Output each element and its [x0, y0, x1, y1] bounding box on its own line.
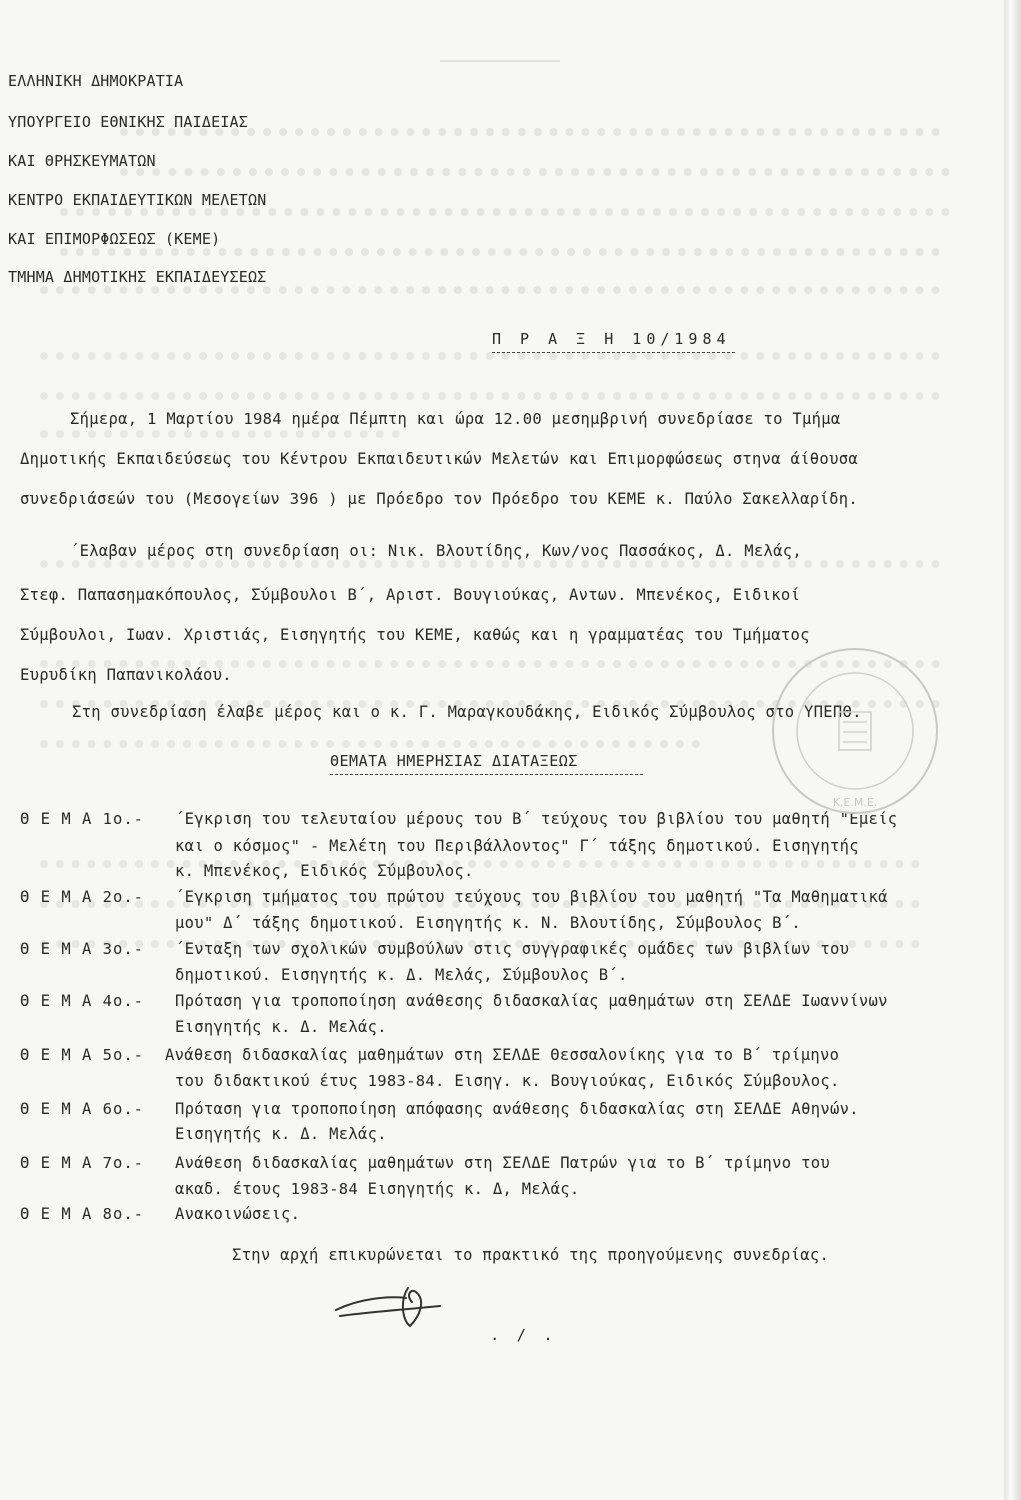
agenda-item-7-line-1: Ανάθεση διδασκαλίας μαθημάτων στη ΣΕΛΔΕ Πατρών για το Β΄ τρίμηνο του: [175, 1154, 830, 1172]
agenda-item-4-line-1: Πρόταση για τροποποίηση ανάθεσης διδασκαλίας μαθημάτων στη ΣΕΛΔΕ Ιωαννίνων: [175, 992, 888, 1010]
agenda-item-3-line-2: δημοτικού. Εισηγητής κ. Δ. Μελάς, Σύμβουλος Β΄.: [175, 966, 628, 984]
header-centre-cont: ΚΑΙ ΕΠΙΜΟΡΦΩΣΕΩΣ (ΚΕΜΕ): [8, 230, 221, 248]
agenda-item-2-line-1: ΄Εγκριση τμήματος του πρώτου τεύχους του βιβλίου του μαθητή "Τα Μαθηματικά: [175, 888, 888, 906]
agenda-heading: ΘΕΜΑΤΑ ΗΜΕΡΗΣΙΑΣ ΔΙΑΤΑΞΕΩΣ: [330, 752, 578, 770]
agenda-item-5-line-2: του διδακτικού έτυς 1983-84. Εισηγ. κ. Βουγιούκας, Ειδικός Σύμβουλος.: [175, 1072, 840, 1090]
continuation-mark: . / .: [490, 1326, 557, 1344]
also-present: Στη συνεδρίαση έλαβε μέρος και ο κ. Γ. Μαραγκουδάκης, Ειδικός Σύμβουλος στο ΥΠΕΠΘ.: [72, 703, 862, 721]
binder-edge: [1004, 0, 1021, 1500]
intro-line-1: Σήμερα, 1 Μαρτίου 1984 ημέρα Πέμπτη και ώρα 12.00 μεσημβρινή συνεδρίασε το Τμήμα: [70, 410, 841, 428]
participants-line-4: Ευρυδίκη Παπανικολάου.: [20, 666, 232, 684]
intro-line-2: Δημοτικής Εκπαιδεύσεως του Κέντρου Εκπαιδευτικών Μελετών και Επιμορφώσεως στηνα άίθουσα: [20, 450, 858, 468]
agenda-item-8-line-1: Ανακοινώσεις.: [175, 1205, 301, 1223]
agenda-item-6-line-2: Εισηγητής κ. Δ. Μελάς.: [175, 1125, 387, 1143]
header-country: ΕΛΛΗΝΙΚΗ ΔΗΜΟΚΡΑΤΙΑ: [8, 72, 184, 90]
participants-line-1: ΄Ελαβαν μέρος στη συνεδρίαση οι: Νικ. Βλουτίδης, Κων/νος Πασσάκος, Δ. Μελάς,: [70, 542, 803, 560]
agenda-item-3-line-1: ΄Ενταξη των σχολικών συμβούλων στις συγγραφικές ομάδες των βιβλίων του: [175, 940, 850, 958]
agenda-item-1-line-2: και ο κόσμος" - Μελέτη του Περιβάλλοντος" Γ΄ τάξης δημοτικού. Εισηγητής: [175, 837, 859, 855]
header-ministry: ΥΠΟΥΡΓΕΙΟ ΕΘΝΙΚΗΣ ΠΑΙΔΕΙΑΣ: [8, 113, 248, 131]
header-centre: ΚΕΝΤΡΟ ΕΚΠΑΙΔΕΥΤΙΚΩΝ ΜΕΛΕΤΩΝ: [8, 191, 267, 209]
closing-statement: Στην αρχή επικυρώνεται το πρακτικό της προηγούμενης συνεδρίας.: [232, 1246, 830, 1264]
official-stamp-icon: [755, 636, 955, 826]
agenda-item-2-line-2: μου" Δ΄ τάξης δημοτικού. Εισηγητής κ. Ν. Βλουτίδης, Σύμβουλος Β΄.: [175, 914, 802, 932]
agenda-item-1-line-1: ΄Εγκριση του τελευταίου μέρους του Β΄ τεύχους του βιβλίου του μαθητή "Εμείς: [175, 810, 898, 828]
document-title: Π Ρ Α Ξ Η 10/1984: [492, 330, 731, 348]
agenda-item-8-label: Θ Ε Μ Α 8ο.-: [20, 1205, 144, 1223]
agenda-item-4-line-2: Εισηγητής κ. Δ. Μελάς.: [175, 1018, 387, 1036]
participants-line-3: Σύμβουλοι, Ιωαν. Χριστιάς, Εισηγητής του ΚΕΜΕ, καθώς και η γραμματέας του Τμήματος: [20, 626, 810, 644]
agenda-item-3-label: Θ Ε Μ Α 3ο.-: [20, 940, 144, 958]
agenda-item-7-line-2: ακαδ. έτους 1983-84 Εισηγητής κ. Δ, Μελάς.: [175, 1180, 580, 1198]
agenda-item-5-line-1: Ανάθεση διδασκαλίας μαθημάτων στη ΣΕΛΔΕ Θεσσαλονίκης για το Β΄ τρίμηνο: [165, 1046, 840, 1064]
stamp-lettering: K.E.M.E.: [832, 796, 878, 809]
intro-line-3: συνεδριάσεών του (Μεσογείων 396 ) με Πρόεδρο τον Πρόεδρο του ΚΕΜΕ κ. Παύλο Σακελλαρίδη.: [20, 490, 858, 508]
participants-line-2: Στεφ. Παπασημακόπουλος, Σύμβουλοι Β΄, Αριστ. Βουγιούκας, Αντων. Μπενέκος, Ειδικοί: [20, 586, 801, 604]
agenda-item-7-label: Θ Ε Μ Α 7ο.-: [20, 1154, 144, 1172]
agenda-item-4-label: Θ Ε Μ Α 4ο.-: [20, 992, 144, 1010]
agenda-item-6-line-1: Πρόταση για τροποποίηση απόφασης ανάθεσης διδασκαλίας στη ΣΕΛΔΕ Αθηνών.: [175, 1100, 859, 1118]
header-department: ΤΜΗΜΑ ΔΗΜΟΤΙΚΗΣ ΕΚΠΑΙΔΕΥΣΕΩΣ: [8, 268, 267, 286]
header-ministry-cont: ΚΑΙ ΘΡΗΣΚΕΥΜΑΤΩΝ: [8, 152, 156, 170]
agenda-item-2-label: Θ Ε Μ Α 2ο.-: [20, 888, 144, 906]
title-underline: [492, 352, 735, 353]
agenda-item-1-label: Θ Ε Μ Α 1ο.-: [20, 810, 144, 828]
signature-icon: [330, 1276, 450, 1336]
agenda-item-1-line-3: κ. Μπενέκος, Ειδικός Σύμβουλος.: [175, 862, 474, 880]
agenda-item-5-label: Θ Ε Μ Α 5ο.-: [20, 1046, 144, 1064]
agenda-underline: [330, 774, 643, 775]
agenda-item-6-label: Θ Ε Μ Α 6ο.-: [20, 1100, 144, 1118]
